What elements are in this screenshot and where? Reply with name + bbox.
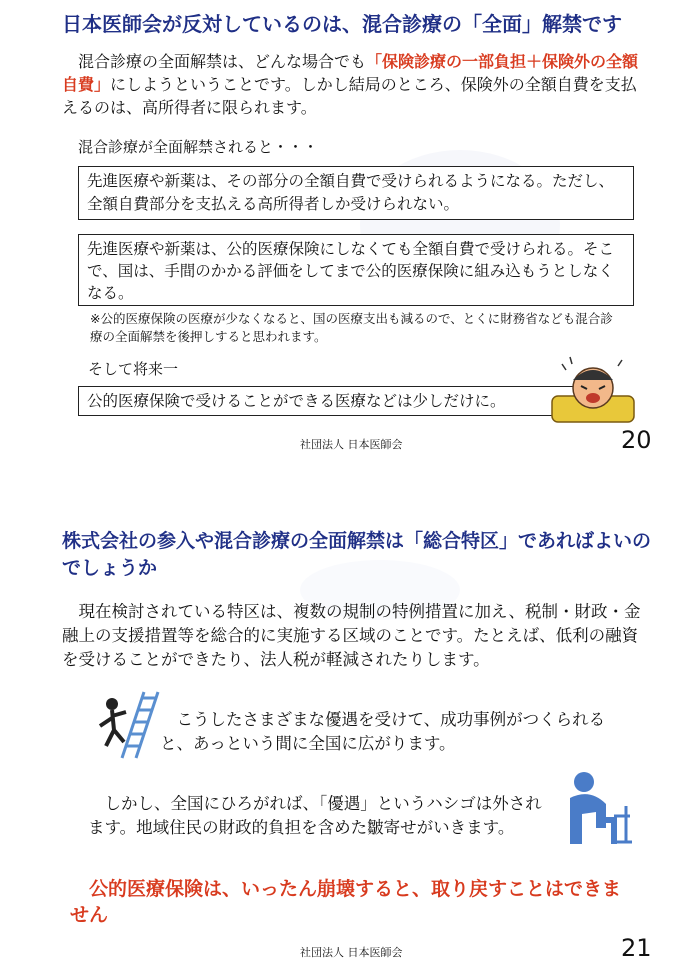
box-3: 公的医療保険で受けることができる医療などは少しだけに。 — [78, 386, 578, 416]
intro-text: にしようということです。しかし結局のところ、保険外の全額自費を支払えるのは、高所得者に限られます。 — [62, 75, 637, 117]
page20-title: 日本医師会が反対しているのは、混合診療の「全面」解禁です — [62, 12, 622, 36]
page21-conclusion: 公的医療保険は、いったん崩壊すると、取り戻すことはできません — [70, 878, 622, 926]
page21-para1: 現在検討されている特区は、複数の規制の特例措置に加え、税制・財政・金融上の支援措置等を総合的に実施する区域のことです。たとえば、低利の融資を受けることができたり、法人税が軽減されたりします。 — [62, 602, 641, 669]
page21-footer: 社団法人 日本医師会 — [300, 946, 403, 959]
ladder-climber-icon — [92, 690, 162, 760]
page20-intro — [62, 50, 652, 119]
worried-face-icon — [548, 356, 638, 426]
box-2: 先進医療や新薬は、公的医療保険にしなくても全額自費で受けられる。そこで、国は、手間のかかる評価をしてまで公的医療保険に組み込もうとしなくなる。 — [78, 234, 634, 306]
seated-person-icon — [556, 768, 636, 848]
intro-emphasis: 「保険診療の一部負担＋保険外の全額自費」 — [62, 52, 639, 94]
page21-title: 株式会社の参入や混合診療の全面解禁は「総合特区」であればよいのでしょうか — [62, 530, 652, 579]
page20-number: 20 — [621, 426, 652, 454]
page21-para2: こうしたさまざまな優遇を受けて、成功事例がつくられると、あっという間に全国に広がります。 — [160, 710, 606, 753]
page20-footer: 社団法人 日本医師会 — [300, 438, 403, 451]
future-label: そして将来一 — [88, 360, 179, 378]
intro-text: 混合診療の全面解禁は、どんな場合でも — [62, 52, 367, 71]
note-text: ※公的医療保険の医療が少なくなると、国の医療支出も減るので、とくに財務省なども混合診療の全面解禁を後押しすると思われます。 — [90, 311, 613, 344]
page21-number: 21 — [621, 934, 652, 962]
page21-para3: しかし、全国にひろがれば、「優遇」というハシゴは外されます。地域住民の財政的負担を含めた皺寄せがいきます。 — [88, 794, 542, 837]
box-1: 先進医療や新薬は、その部分の全額自費で受けられるようになる。ただし、全額自費部分を支払える高所得者しか受けられない。 — [78, 166, 634, 220]
lead-text: 混合診療が全面解禁されると・・・ — [78, 138, 319, 156]
